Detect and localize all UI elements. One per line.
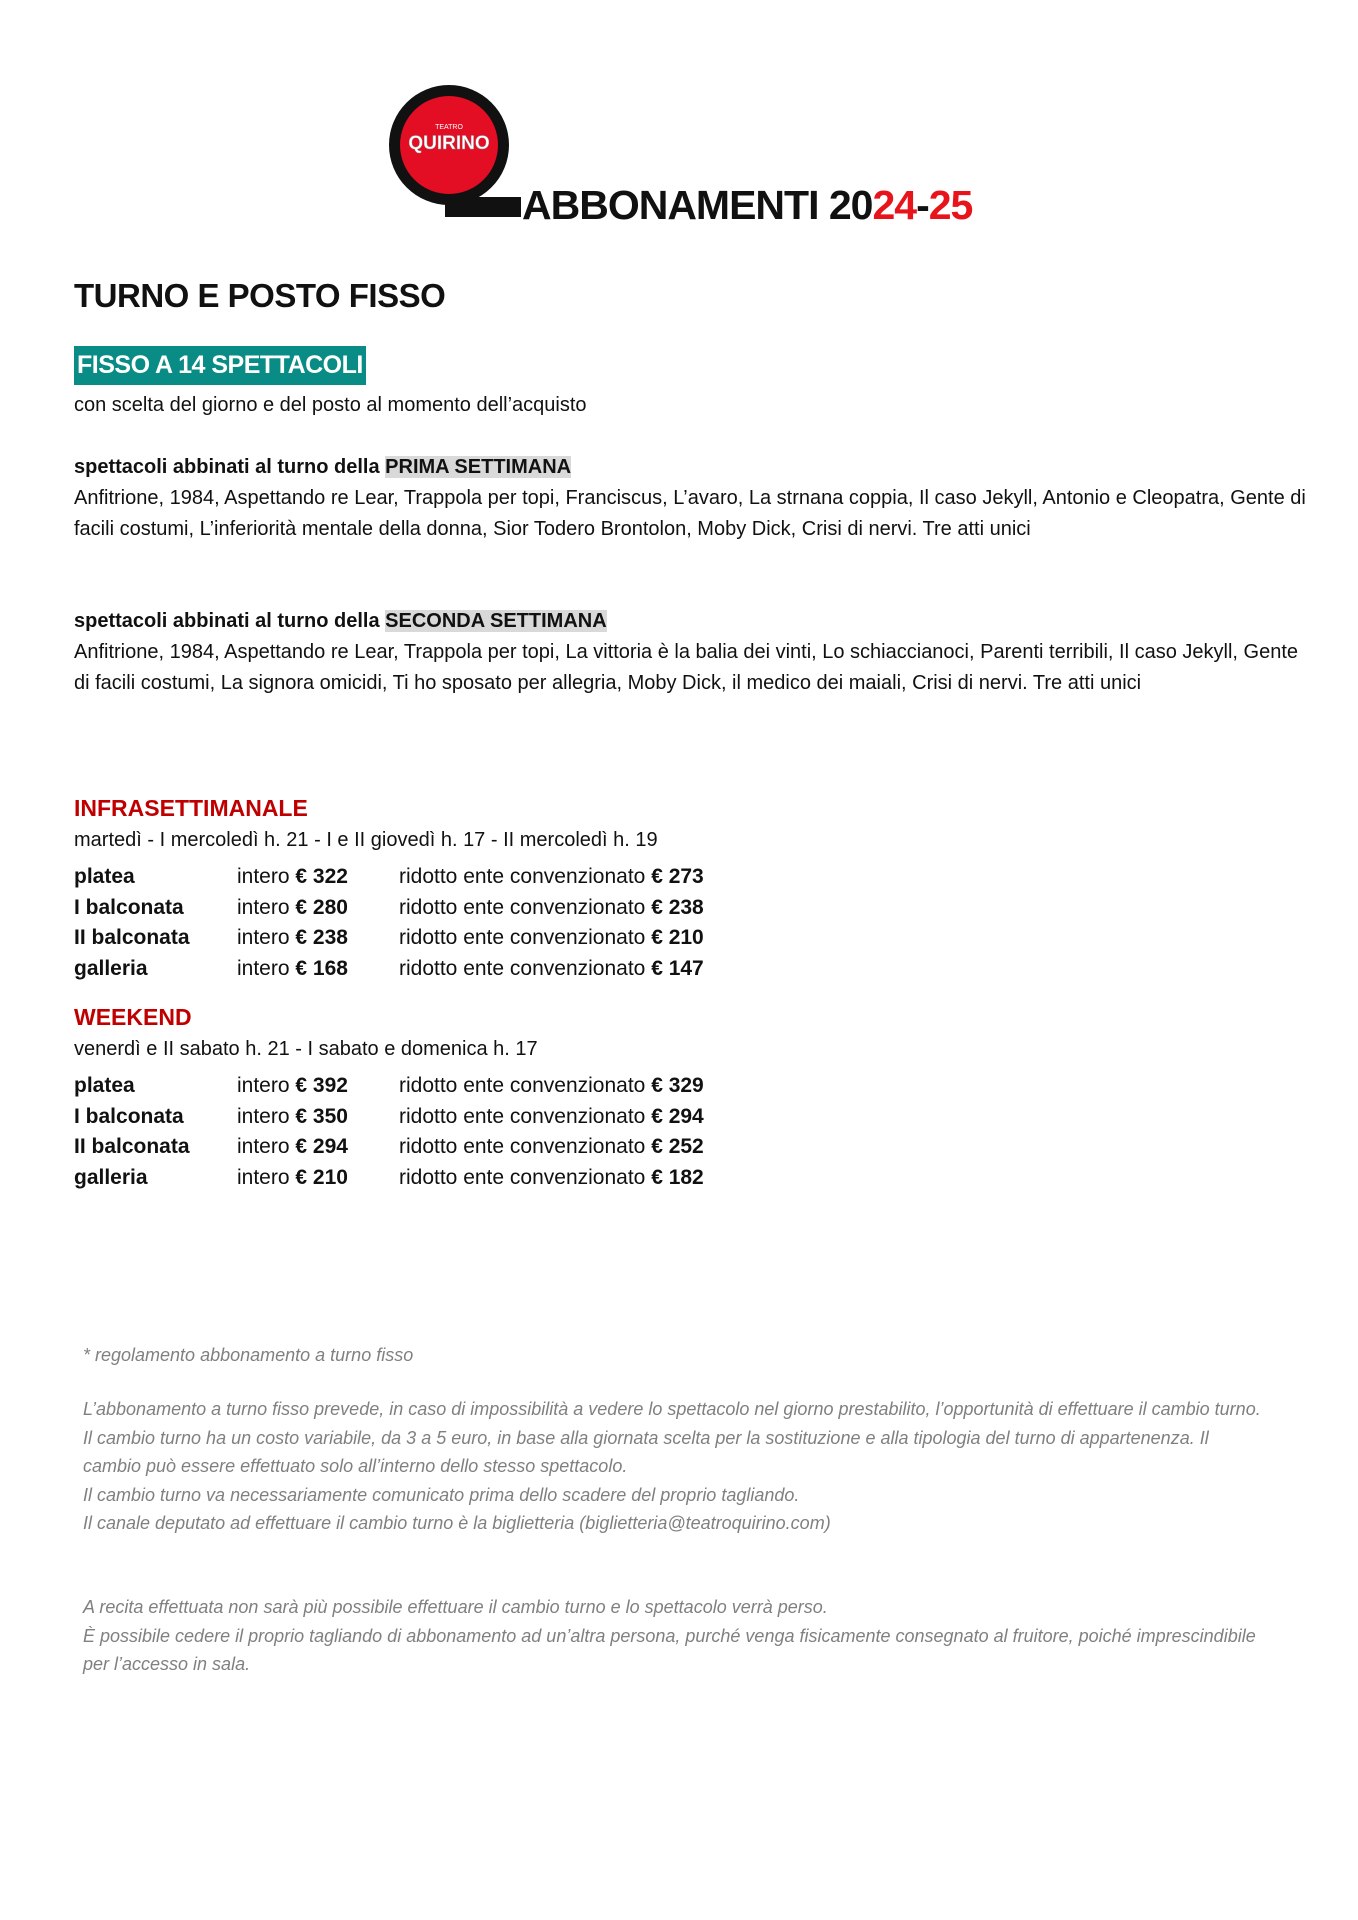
sector-label: II balconata (74, 1135, 190, 1159)
full-price: intero € 392 (237, 1074, 348, 1097)
week-highlight: SECONDA SETTIMANA (385, 610, 607, 632)
price-row (74, 1162, 774, 1189)
pricing-schedule: venerdì e II sabato h. 21 - I sabato e domenica h. 17 (74, 1038, 538, 1060)
sector-label: platea (74, 865, 135, 888)
sector-label: galleria (74, 957, 148, 981)
pricing-schedule: martedì - I mercoledì h. 21 - I e II giovedì h. 17 - II mercoledì h. 19 (74, 829, 658, 851)
reduced-price: ridotto ente convenzionato € 294 (399, 1104, 704, 1128)
sector-label: I balconata (74, 895, 184, 919)
sector-label: II balconata (74, 926, 190, 950)
teatro-quirino-logo (387, 83, 521, 217)
full-price: intero € 322 (237, 865, 348, 888)
reduced-price: ridotto ente convenzionato € 329 (399, 1074, 704, 1097)
reduced-price: ridotto ente convenzionato € 273 (399, 865, 704, 888)
price-row (74, 892, 774, 923)
price-row (74, 922, 774, 953)
footer-line: Il canale deputato ad effettuare il cambio turno è la biglietteria (biglietteria@teatroquirino.com) (83, 1513, 831, 1533)
week-highlight: PRIMA SETTIMANA (385, 456, 572, 478)
week-intro: spettacoli abbinati al turno della (74, 456, 386, 478)
footer-line: È possibile cedere il proprio tagliando di abbonamento ad un’altra persona, purché venga fisicamente consegnato al fruitore, poiché imprescindibile per l’accesso in sala. (83, 1625, 1256, 1674)
full-price: intero € 280 (237, 895, 348, 919)
price-row (74, 861, 774, 892)
full-price: intero € 238 (237, 926, 348, 950)
footer-paragraph-2 (83, 1593, 1263, 1679)
full-price: intero € 168 (237, 957, 348, 981)
week-shows: Anfitrione, 1984, Aspettando re Lear, Trappola per topi, La vittoria è la balia dei vinti, Lo schiaccianoci, Parenti terribili, Il caso Jekyll, Gente di facili costumi, La signora omicidi, Ti ho sposato per allegria, Moby Dick, il medico dei maiali, Crisi di nervi. Tre atti unici (74, 641, 1299, 694)
pricing-title: WEEKEND (74, 1004, 192, 1030)
footer-title: * regolamento abbonamento a turno fisso (83, 1345, 414, 1365)
full-price: intero € 210 (237, 1166, 348, 1190)
section-heading: TURNO E POSTO FISSO (74, 277, 446, 314)
first-week-block (74, 452, 1306, 545)
price-row (74, 1070, 774, 1101)
footer-line: A recita effettuata non sarà più possibile effettuare il cambio turno e lo spettacolo verrà perso. (83, 1597, 828, 1617)
package-badge: FISSO A 14 SPETTACOLI (74, 346, 366, 385)
price-row (74, 1101, 774, 1132)
reduced-price: ridotto ente convenzionato € 210 (399, 926, 704, 950)
week-intro: spettacoli abbinati al turno della (74, 610, 386, 632)
footer-line: L’abbonamento a turno fisso prevede, in caso di impossibilità a vedere lo spettacolo nel giorno prestabilito, l’opportunità di effettuare il cambio turno. (83, 1399, 1261, 1419)
svg-text:QUIRINO: QUIRINO (408, 133, 490, 154)
sector-label: platea (74, 1074, 135, 1097)
second-week-block (74, 606, 1306, 699)
package-subtitle: con scelta del giorno e del posto al momento dell’acquisto (74, 394, 587, 416)
footer-line: Il cambio turno ha un costo variabile, da 3 a 5 euro, in base alla giornata scelta per la sostituzione e alla tipologia del turno di appartenenza. Il cambio può essere effettuato solo all’interno dello stesso spettacolo. (83, 1427, 1209, 1476)
reduced-price: ridotto ente convenzionato € 147 (399, 957, 704, 981)
reduced-price: ridotto ente convenzionato € 182 (399, 1166, 704, 1190)
pricing-title: INFRASETTIMANALE (74, 795, 308, 821)
sector-label: galleria (74, 1166, 148, 1190)
page-title: ABBONAMENTI 2024-25 (522, 182, 973, 228)
reduced-price: ridotto ente convenzionato € 252 (399, 1135, 704, 1159)
footer-paragraph-1 (83, 1395, 1263, 1538)
full-price: intero € 350 (237, 1104, 348, 1128)
reduced-price: ridotto ente convenzionato € 238 (399, 895, 704, 919)
footer-line: Il cambio turno va necessariamente comunicato prima dello scadere del proprio tagliando. (83, 1484, 800, 1505)
price-row (74, 953, 774, 984)
svg-text:TEATRO: TEATRO (435, 124, 463, 131)
week-shows: Anfitrione, 1984, Aspettando re Lear, Trappola per topi, Franciscus, L’avaro, La strnana coppia, Il caso Jekyll, Antonio e Cleopatra, Gente di facili costumi, L’inferiorità mentale della donna, Sior Todero Brontolon, Moby Dick, Crisi di nervi. Tre atti unici (74, 487, 1306, 540)
price-row (74, 1131, 774, 1162)
sector-label: I balconata (74, 1104, 184, 1128)
full-price: intero € 294 (237, 1135, 348, 1159)
